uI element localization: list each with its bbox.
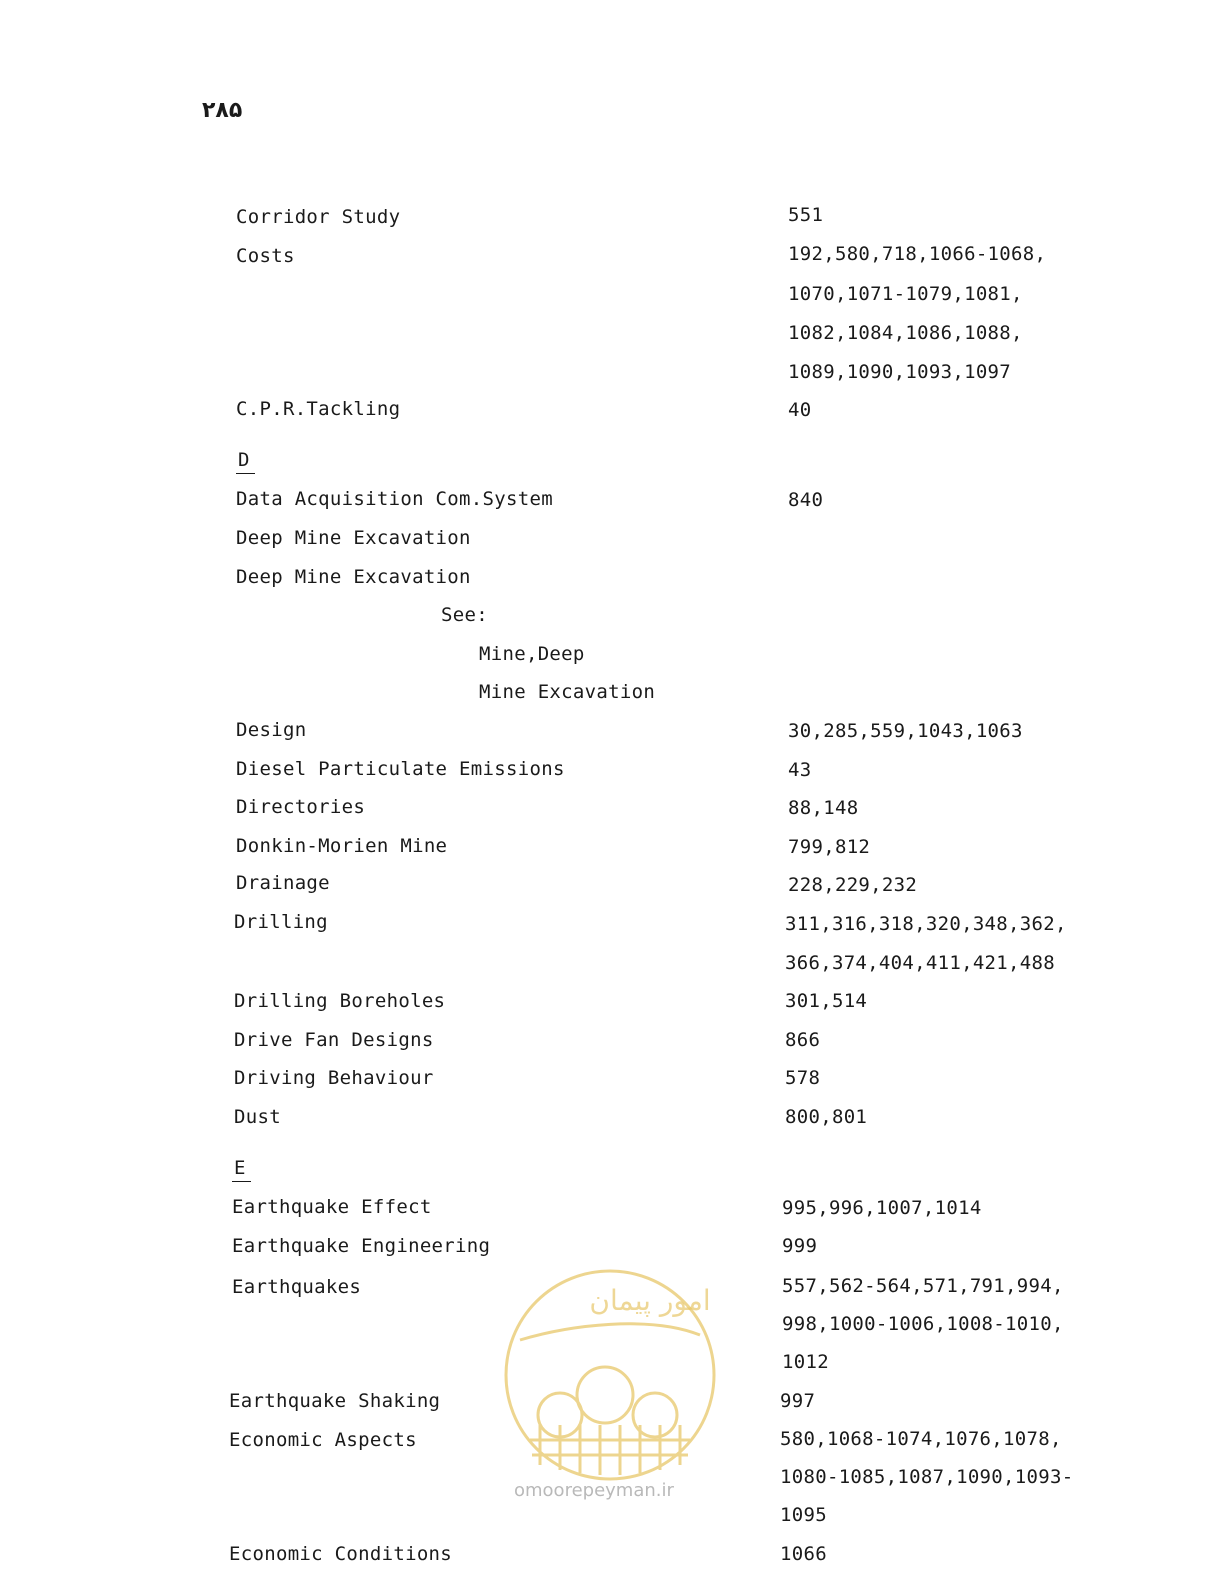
index-pages-drilling-boreholes: 301,514 [785,990,868,1012]
watermark-site-text: omoorepeyman.ir [514,1480,674,1501]
index-term-donkin: Donkin-Morien Mine [236,835,448,857]
index-pages-costs-2: 1070,1071-1079,1081, [788,283,1023,305]
index-pages-driving-behaviour: 578 [785,1067,821,1089]
index-pages-costs-3: 1082,1084,1086,1088, [788,322,1023,344]
page-number: ۲۸۵ [202,98,243,123]
index-pages-design: 30,285,559,1043,1063 [788,720,1023,742]
index-pages-earthquake-shaking: 997 [780,1390,816,1412]
watermark-logo-text: امور پیمان [589,1284,711,1317]
index-pages-economic-aspects-1: 580,1068-1074,1076,1078, [780,1428,1062,1450]
index-term-earthquakes: Earthquakes [232,1276,362,1298]
index-pages-earthquakes-3: 1012 [782,1351,829,1373]
watermark-logo [500,1265,720,1510]
index-pages-economic-aspects-2: 1080-1085,1087,1090,1093- [780,1466,1074,1488]
index-term-earthquake-shaking: Earthquake Shaking [229,1390,441,1412]
index-term-dust: Dust [234,1106,281,1128]
section-letter-e: E [234,1157,246,1179]
index-term-deep-mine-excavation: Deep Mine Excavation [236,527,471,549]
index-term-costs: Costs [236,245,295,267]
index-pages-costs-4: 1089,1090,1093,1097 [788,361,1012,383]
index-term-design: Design [236,719,307,741]
index-pages-drive-fan: 866 [785,1029,821,1051]
section-letter-d: D [238,449,250,471]
index-term-data-acquisition: Data Acquisition Com.System [236,488,553,510]
index-pages-drainage: 228,229,232 [788,874,918,896]
see-reference-2: Mine Excavation [479,681,656,703]
index-pages-drilling-2: 366,374,404,411,421,488 [785,952,1055,974]
index-pages-economic-conditions: 1066 [780,1543,827,1565]
index-pages-data-acquisition: 840 [788,489,824,511]
index-term-earthquake-effect: Earthquake Effect [232,1196,432,1218]
index-term-drilling-boreholes: Drilling Boreholes [234,990,446,1012]
see-label: See: [441,604,488,626]
index-pages-earthquake-engineering: 999 [782,1235,818,1257]
index-pages-corridor-study: 551 [788,204,824,226]
index-term-deep-mine-excavation-see: Deep Mine Excavation [236,566,471,588]
index-pages-cpr-tackling: 40 [788,399,812,421]
index-term-economic-conditions: Economic Conditions [229,1543,453,1565]
see-reference-1: Mine,Deep [479,643,585,665]
index-term-cpr-tackling: C.P.R.Tackling [236,398,401,420]
index-term-driving-behaviour: Driving Behaviour [234,1067,434,1089]
index-pages-directories: 88,148 [788,797,859,819]
index-pages-earthquakes-1: 557,562-564,571,791,994, [782,1275,1064,1297]
index-pages-dust: 800,801 [785,1106,868,1128]
index-term-earthquake-engineering: Earthquake Engineering [232,1235,491,1257]
index-pages-earthquakes-2: 998,1000-1006,1008-1010, [782,1313,1064,1335]
index-term-drive-fan: Drive Fan Designs [234,1029,434,1051]
index-pages-donkin: 799,812 [788,836,871,858]
index-term-corridor-study: Corridor Study [236,206,401,228]
index-term-economic-aspects: Economic Aspects [229,1429,417,1451]
index-term-directories: Directories [236,796,366,818]
index-term-diesel: Diesel Particulate Emissions [236,758,565,780]
index-pages-costs-1: 192,580,718,1066-1068, [788,243,1047,265]
index-pages-earthquake-effect: 995,996,1007,1014 [782,1197,982,1219]
index-pages-diesel: 43 [788,759,812,781]
index-pages-economic-aspects-3: 1095 [780,1504,827,1526]
index-term-drainage: Drainage [236,872,330,894]
index-term-drilling: Drilling [234,911,328,933]
index-pages-drilling-1: 311,316,318,320,348,362, [785,913,1067,935]
